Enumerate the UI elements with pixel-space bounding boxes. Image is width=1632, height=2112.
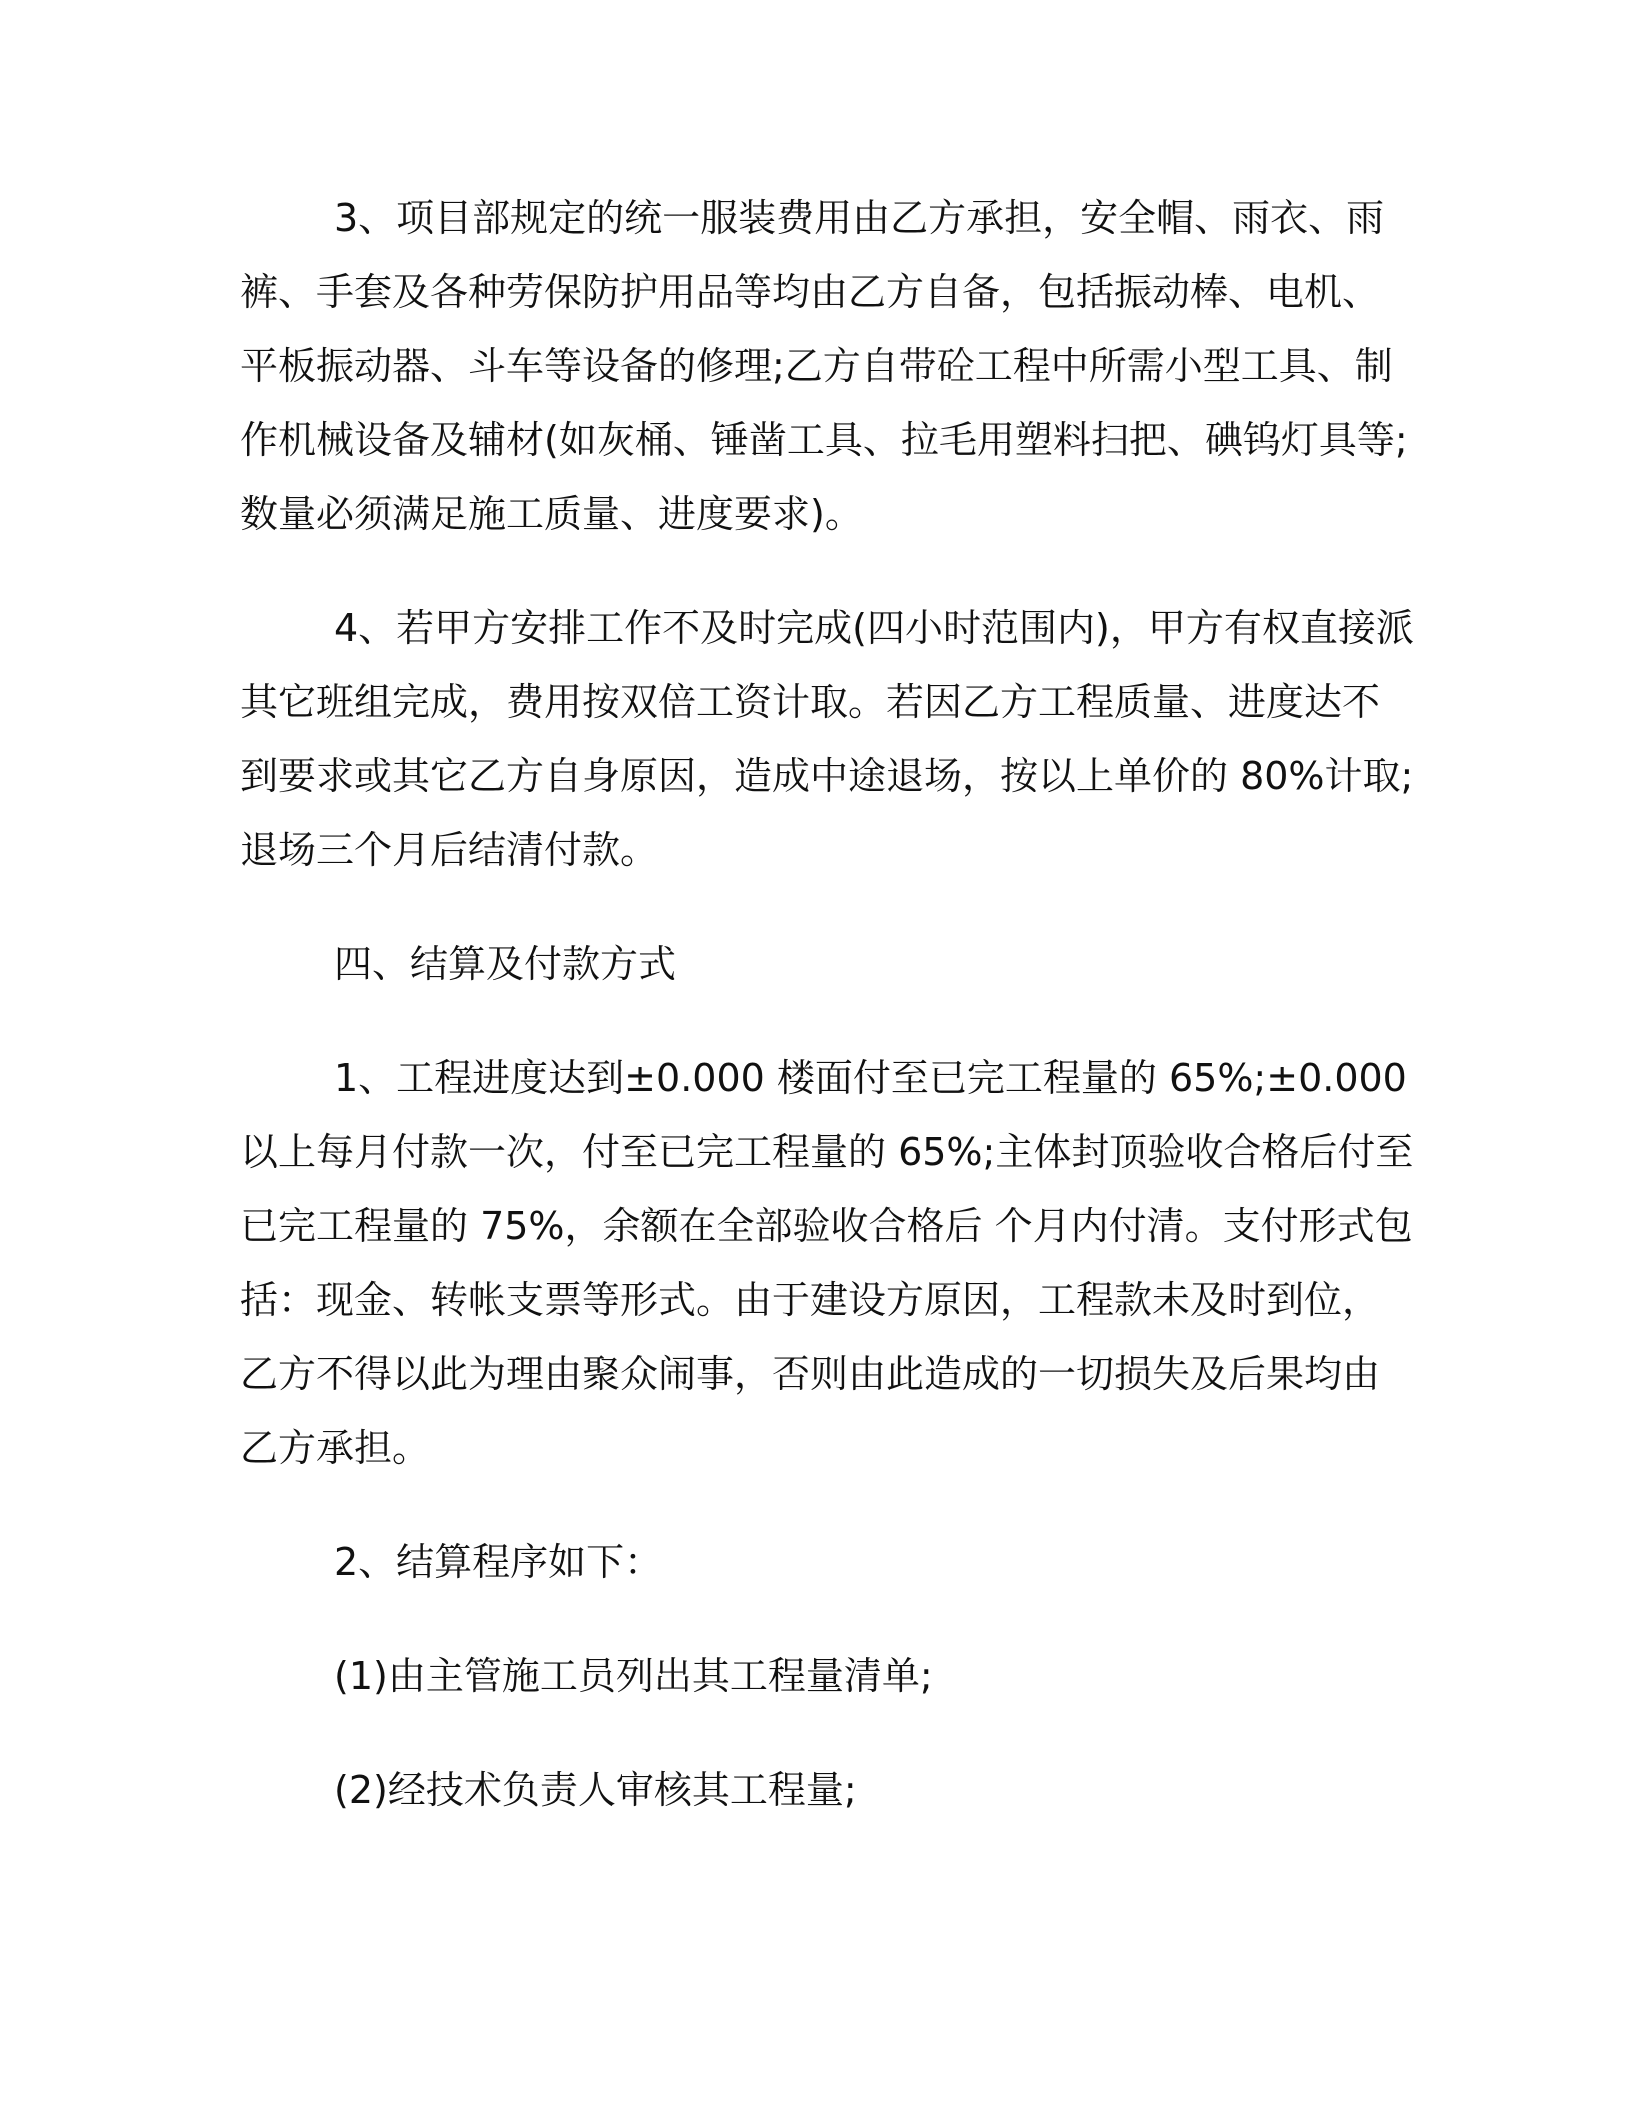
text-line: 乙方承担。: [240, 1426, 431, 1470]
paragraph-item-4: [240, 591, 1414, 887]
text-line: 数量必须满足施工质量、进度要求)。: [240, 492, 863, 536]
section-heading-text: 四、结算及付款方式: [334, 942, 677, 986]
text-line: 乙方不得以此为理由聚众闹事，否则由此造成的一切损失及后果均由: [240, 1352, 1381, 1396]
text-line: 已完工程量的 75%，余额在全部验收合格后 个月内付清。支付形式包: [240, 1204, 1413, 1248]
section-heading-settlement: [240, 927, 1392, 1001]
document-body: [240, 181, 1414, 1827]
text-line: 括：现金、转帐支票等形式。由于建设方原因，工程款未及时到位，: [240, 1278, 1381, 1322]
text-line: 3、项目部规定的统一服装费用由乙方承担，安全帽、雨衣、雨: [334, 196, 1385, 240]
paragraph-item-3: [240, 181, 1408, 551]
text-line: (1)由主管施工员列出其工程量清单;: [334, 1654, 933, 1698]
text-line: 以上每月付款一次，付至已完工程量的 65%;主体封顶验收合格后付至: [240, 1130, 1414, 1174]
text-line: 4、若甲方安排工作不及时完成(四小时范围内)，甲方有权直接派: [334, 606, 1414, 650]
text-line: 作机械设备及辅材(如灰桶、锤凿工具、拉毛用塑料扫把、碘钨灯具等;: [240, 418, 1408, 462]
text-line: 退场三个月后结清付款。: [240, 828, 659, 872]
text-line: 裤、手套及各种劳保防护用品等均由乙方自备，包括振动棒、电机、: [240, 270, 1381, 314]
text-line: 到要求或其它乙方自身原因，造成中途退场，按以上单价的 80%计取;: [240, 754, 1414, 798]
text-line: 平板振动器、斗车等设备的修理;乙方自带砼工程中所需小型工具、制: [240, 344, 1393, 388]
list-item-step-1: [240, 1639, 1392, 1713]
paragraph-payment-1: [240, 1041, 1414, 1485]
text-line: 其它班组完成，费用按双倍工资计取。若因乙方工程质量、进度达不: [240, 680, 1381, 724]
text-line: (2)经技术负责人审核其工程量;: [334, 1768, 857, 1812]
list-item-step-2: [240, 1753, 1392, 1827]
text-line: 2、结算程序如下：: [334, 1540, 663, 1584]
paragraph-settlement-procedure: [240, 1525, 1392, 1599]
text-line: 1、工程进度达到±0.000 楼面付至已完工程量的 65%;±0.000: [334, 1056, 1407, 1100]
